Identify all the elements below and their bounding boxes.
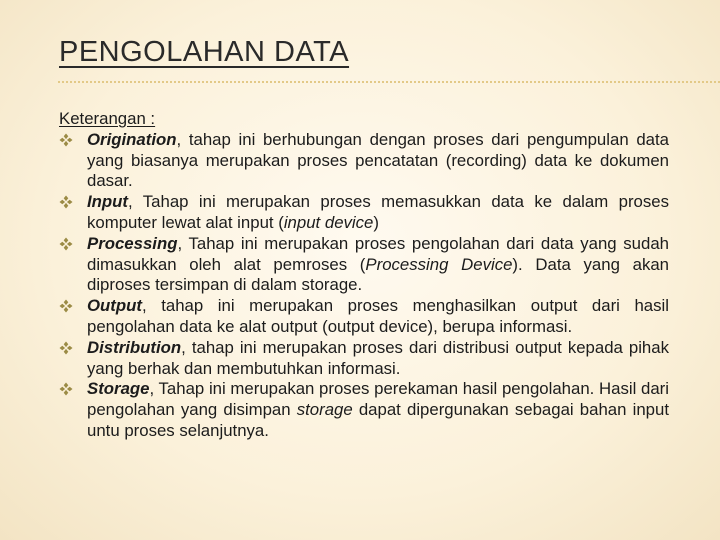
- item-term: Processing: [87, 233, 178, 253]
- item-emphasis: input device: [283, 212, 374, 232]
- item-text-end: ). Data yang akan diproses tersimpan di dalam storage.: [87, 254, 669, 295]
- item-text: , tahap ini merupakan proses dari distribusi output kepada pihak yang berhak dan membutuhkan informasi.: [87, 337, 669, 378]
- diamond-bullet-icon: [59, 299, 73, 313]
- section-heading: Keterangan :: [59, 109, 156, 128]
- item-text: , tahap ini merupakan proses menghasilkan output dari hasil pengolahan data ke alat output (output device), berupa informasi.: [87, 296, 669, 336]
- item-text: , Tahap ini merupakan proses pengolahan dari data yang sudah dimasukkan oleh alat pemroses (: [87, 233, 669, 274]
- item-term: Origination: [87, 129, 177, 149]
- item-text-end: dapat dipergunakan sebagai bahan input untu proses selanjutnya.: [87, 400, 669, 440]
- item-term: Storage: [87, 379, 150, 399]
- list-item-input: [59, 192, 669, 234]
- item-term: Distribution: [87, 337, 182, 357]
- diamond-bullet-icon: [59, 237, 73, 251]
- list-item-origination: [59, 130, 669, 192]
- list-item-processing: [59, 234, 669, 296]
- diamond-bullet-icon: [59, 133, 73, 147]
- item-term: Output: [87, 296, 142, 316]
- list-item-storage: [59, 379, 669, 441]
- item-text: , Tahap ini merupakan proses perekaman hasil pengolahan. Hasil dari pengolahan yang disimpan: [87, 379, 669, 420]
- item-text-end: ): [373, 212, 379, 232]
- title-divider: [58, 81, 720, 83]
- item-emphasis: storage: [296, 400, 353, 420]
- item-emphasis: Processing Device: [365, 254, 513, 274]
- diamond-bullet-icon: [59, 382, 73, 396]
- item-text: , tahap ini berhubungan dengan proses dari pengumpulan data yang biasanya merupakan proses pencatatan (recording) data ke dokumen dasar.: [87, 129, 669, 191]
- list-item-output: [59, 296, 669, 338]
- slide-content: [59, 109, 669, 442]
- list-item-distribution: [59, 338, 669, 380]
- bullet-list: [59, 130, 669, 442]
- item-text: , Tahap ini merupakan proses memasukkan data ke dalam proses komputer lewat alat input (: [87, 192, 669, 232]
- page-title: PENGOLAHAN DATA: [59, 36, 350, 68]
- item-term: Input: [87, 192, 129, 212]
- diamond-bullet-icon: [59, 195, 73, 209]
- diamond-bullet-icon: [59, 341, 73, 355]
